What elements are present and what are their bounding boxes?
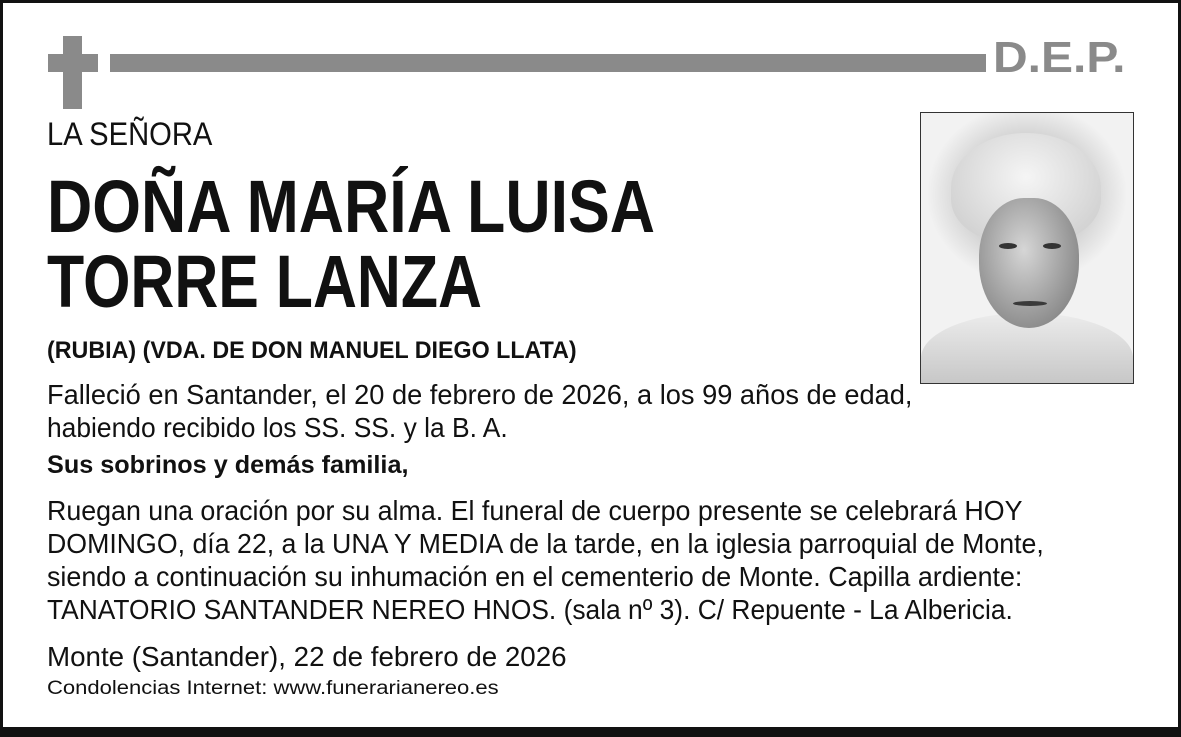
border-left xyxy=(0,0,3,737)
service-line: Ruegan una oración por su alma. El funeral de cuerpo presente se celebrará HOY xyxy=(47,495,1023,526)
honorific: LA SEÑORA xyxy=(47,116,213,152)
cross-icon-arm xyxy=(48,54,98,72)
deceased-portrait-photo xyxy=(920,112,1134,384)
header-rule xyxy=(110,54,986,72)
dep-label: D.E.P. xyxy=(993,33,1126,82)
deceased-name-line1: DOÑA MARÍA LUISA xyxy=(47,165,656,248)
place-date: Monte (Santander), 22 de febrero de 2026 xyxy=(47,641,567,672)
condolences-line: Condolencias Internet: www.funerarianereo.es xyxy=(47,678,499,699)
border-bottom xyxy=(0,727,1181,737)
service-line: TANATORIO SANTANDER NEREO HNOS. (sala nº 3). C/ Repuente - La Albericia. xyxy=(47,594,1013,625)
service-line: siendo a continuación su inhumación en el cementerio de Monte. Capilla ardiente: xyxy=(47,561,1023,592)
cross-icon xyxy=(63,36,82,109)
border-top xyxy=(0,0,1181,3)
subtitle: (RUBIA) (VDA. DE DON MANUEL DIEGO LLATA) xyxy=(47,337,577,364)
deceased-name-line2: TORRE LANZA xyxy=(47,240,482,323)
family-line: Sus sobrinos y demás familia, xyxy=(47,451,409,479)
death-notice-line: Falleció en Santander, el 20 de febrero de 2026, a los 99 años de edad, xyxy=(47,379,913,410)
death-notice-line: habiendo recibido los SS. SS. y la B. A. xyxy=(47,412,508,443)
service-line: DOMINGO, día 22, a la UNA Y MEDIA de la tarde, en la iglesia parroquial de Monte, xyxy=(47,528,1044,559)
